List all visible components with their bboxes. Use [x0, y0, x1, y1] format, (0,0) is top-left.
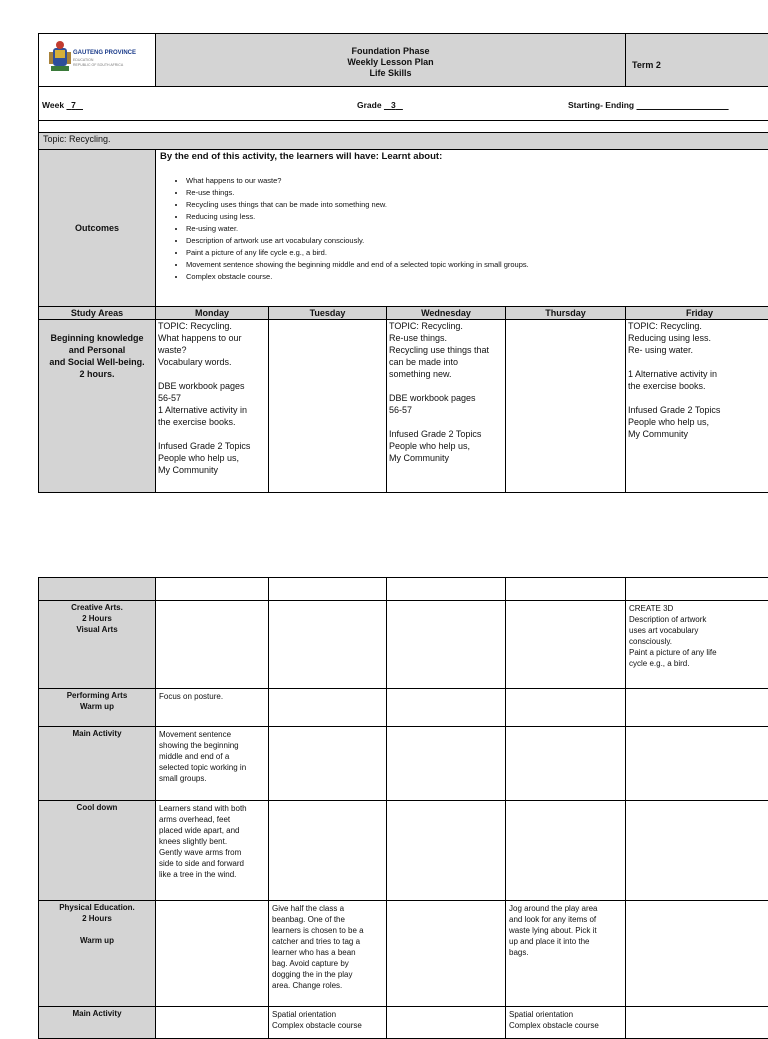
table-cell: [506, 601, 626, 689]
row-label-creative-arts: Creative Arts. 2 Hours Visual Arts: [39, 601, 156, 689]
table-cell: [269, 578, 387, 601]
col-header-wednesday: Wednesday: [387, 307, 506, 320]
table-cell: [506, 727, 626, 801]
col-header-friday: Friday: [626, 307, 768, 320]
list-item: • Movement sentence showing the beginning middle and end of a selected topic working in small groups.: [186, 259, 768, 271]
table-cell: Focus on posture.: [156, 689, 269, 727]
table-cell: [626, 727, 768, 801]
list-item: • What happens to our waste?: [186, 175, 768, 187]
beginning-wednesday: TOPIC: Recycling. Re-use things. Recycling use things that can be made into something new. DBE workbook pages 56-57 Infused Grade 2 Topics People who help us, My Community: [387, 320, 506, 493]
table-cell: [156, 578, 269, 601]
table-cell: [626, 578, 768, 601]
table-cell: [626, 901, 768, 1007]
beginning-knowledge-label: Beginning knowledge and Personal and Social Well-being. 2 hours.: [39, 320, 156, 493]
week-value: 7: [71, 100, 76, 110]
list-item: • Complex obstacle course.: [186, 271, 768, 283]
outcomes-cell: [156, 150, 768, 307]
beginning-friday: TOPIC: Recycling. Reducing using less. Re- using water. 1 Alternative activity in the exercise books. Infused Grade 2 Topics People who help us, My Community: [626, 320, 768, 493]
beginning-monday: TOPIC: Recycling. What happens to our waste? Vocabulary words. DBE workbook pages 56-57 1 Alternative activity in the exercise books. Infused Grade 2 Topics People who help us, My Community: [156, 320, 269, 493]
list-item: • Description of artwork use art vocabulary consciously.: [186, 235, 768, 247]
col-header-thursday: Thursday: [506, 307, 626, 320]
col-header-monday: Monday: [156, 307, 269, 320]
topic-value: Recycling.: [69, 134, 111, 144]
table-cell: [387, 1007, 506, 1039]
week-row: [39, 87, 768, 121]
table-cell: [269, 601, 387, 689]
row-label-main-activity: Main Activity: [39, 727, 156, 801]
table-cell: [269, 727, 387, 801]
table-cell: [387, 578, 506, 601]
list-item: • Re-using water.: [186, 223, 768, 235]
logo-text: GAUTENG PROVINCE: [73, 48, 136, 59]
row-label-pe-main-activity: Main Activity: [39, 1007, 156, 1039]
title-line-1: Foundation Phase: [156, 46, 625, 57]
row-label-performing-arts: Performing Arts Warm up: [39, 689, 156, 727]
logo-subtext: EDUCATION REPUBLIC OF SOUTH AFRICA: [73, 58, 123, 68]
col-header-tuesday: Tuesday: [269, 307, 387, 320]
topic-label: Topic:: [43, 134, 67, 144]
topic-row: [39, 133, 768, 150]
table-cell: [269, 801, 387, 901]
table-cell: Spatial orientation Complex obstacle course: [506, 1007, 626, 1039]
list-item: • Reducing using less.: [186, 211, 768, 223]
list-item: • Recycling uses things that can be made into something new.: [186, 199, 768, 211]
title-line-2: Weekly Lesson Plan: [156, 57, 625, 68]
table-cell: [506, 578, 626, 601]
lesson-plan-table: [38, 33, 768, 493]
table-cell: Jog around the play area and look for any items of waste lying about. Pick it up and place it into the bags.: [506, 901, 626, 1007]
table-cell: [156, 601, 269, 689]
table-cell: [156, 1007, 269, 1039]
row-label: [39, 578, 156, 601]
list-item: • Re-use things.: [186, 187, 768, 199]
table-cell: [506, 801, 626, 901]
table-cell: Learners stand with both arms overhead, feet placed wide apart, and knees slightly bent. Gently wave arms from side to side and forward like a tree in the wind.: [156, 801, 269, 901]
col-header-study-areas: Study Areas: [39, 307, 156, 320]
row-label-physical-education: Physical Education. 2 Hours Warm up: [39, 901, 156, 1007]
spacer-row: [39, 121, 768, 133]
title-line-3: Life Skills: [156, 68, 625, 79]
table-cell: Give half the class a beanbag. One of the learners is chosen to be a catcher and tries to tag a learner who has a bean bag. Avoid capture by dogging the in the play area. Change roles.: [269, 901, 387, 1007]
table-cell: [387, 801, 506, 901]
table-cell: [269, 689, 387, 727]
grade-label: Grade 3: [357, 100, 403, 111]
table-cell: [387, 601, 506, 689]
beginning-thursday: [506, 320, 626, 493]
beginning-tuesday: [269, 320, 387, 493]
table-cell: CREATE 3D Description of artwork uses art vocabulary consciously. Paint a picture of any life cycle e.g., a bird.: [626, 601, 768, 689]
activities-table: [38, 577, 768, 1039]
table-cell: [626, 1007, 768, 1039]
table-cell: [387, 901, 506, 1007]
table-cell: [506, 689, 626, 727]
outcomes-heading: By the end of this activity, the learners will have: Learnt about:: [156, 150, 768, 163]
logo-cell: [39, 34, 156, 87]
grade-value: 3: [391, 100, 396, 110]
starting-ending-label: Starting- Ending: [568, 100, 729, 111]
list-item: • Paint a picture of any life cycle e.g., a bird.: [186, 247, 768, 259]
term-cell: [626, 34, 768, 87]
row-label-cool-down: Cool down: [39, 801, 156, 901]
table-cell: [156, 901, 269, 1007]
gauteng-crest-icon: [49, 40, 71, 74]
term-label: Term 2: [626, 34, 768, 71]
table-cell: [387, 689, 506, 727]
table-cell: [626, 801, 768, 901]
table-cell: Spatial orientation Complex obstacle course: [269, 1007, 387, 1039]
outcomes-label: Outcomes: [39, 150, 156, 307]
title-cell: [156, 34, 626, 87]
table-cell: [387, 727, 506, 801]
outcomes-list: [156, 175, 768, 283]
table-cell: Movement sentence showing the beginning middle and end of a selected topic working in small groups.: [156, 727, 269, 801]
week-label: Week 7: [42, 100, 83, 111]
table-cell: [626, 689, 768, 727]
